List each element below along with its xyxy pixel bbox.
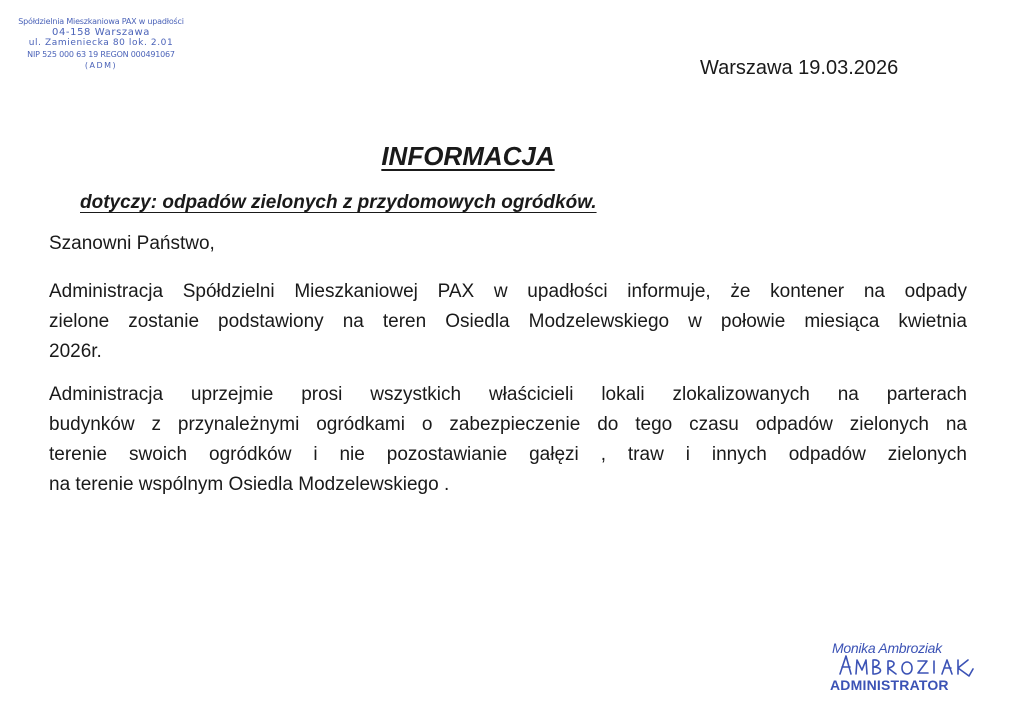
signature-name: Monika Ambroziak: [832, 640, 942, 656]
stamp-line-name: Spółdzielnia Mieszkaniowa PAX w upadłości: [18, 17, 184, 26]
paragraph-line: budynków z przynależnymi ogródkami o zabezpieczenie do tego czasu odpadów zielonych na: [49, 414, 967, 435]
greeting: Szanowni Państwo,: [49, 233, 215, 254]
paragraph-line: Administracja uprzejmie prosi wszystkich właścicieli lokali zlokalizowanych na parterach: [49, 384, 967, 405]
paragraph-line: Administracja Spółdzielni Mieszkaniowej PAX w upadłości informuje, że kontener na odpady: [49, 281, 967, 302]
signature-stamp: [826, 640, 986, 700]
signature-role: ADMINISTRATOR: [830, 677, 949, 693]
document-date: Warszawa 19.03.2026: [700, 57, 899, 79]
paragraph-container-notice: [49, 277, 967, 367]
stamp-line-postcode: 04-158 Warszawa: [52, 27, 150, 38]
stamp-line-street: ul. Zamieniecka 80 lok. 2.01: [28, 38, 174, 48]
stamp-line-ids: NIP 525 000 63 19 REGON 000491067: [27, 50, 175, 59]
organization-stamp: [6, 16, 196, 71]
paragraph-line: na terenie wspólnym Osiedla Modzelewskiego .: [49, 474, 450, 495]
paragraph-container-request: [49, 380, 967, 500]
paragraph-line: zielone zostanie podstawiony na teren Osiedla Modzelewskiego w połowie miesiąca kwietnia: [49, 311, 967, 332]
stamp-line-dept: (ADM): [84, 61, 118, 70]
document-title: INFORMACJA: [381, 141, 555, 171]
document-subject: dotyczy: odpadów zielonych z przydomowych ogródków.: [80, 192, 597, 213]
paragraph-line: terenie swoich ogródków i nie pozostawianie gałęzi , traw i innych odpadów zielonych: [49, 444, 967, 465]
paragraph-line: 2026r.: [49, 341, 102, 362]
